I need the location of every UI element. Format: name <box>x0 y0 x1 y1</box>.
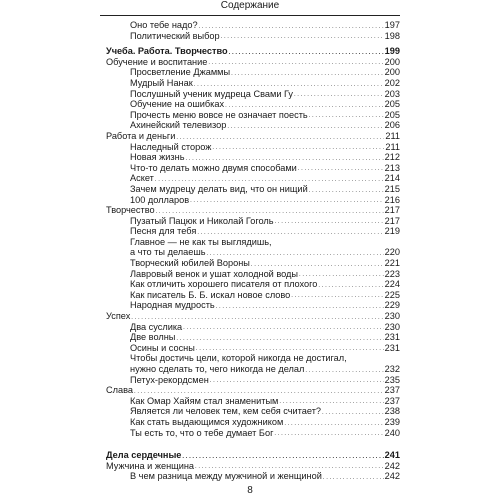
dot-leader <box>322 406 384 417</box>
toc-entry <box>100 428 400 439</box>
toc-entry-page: 230 <box>384 311 400 322</box>
toc-entry-title: В чем разница между мужчиной и женщиной <box>130 471 322 482</box>
toc-entry-page: 223 <box>384 268 400 279</box>
toc-entry <box>100 89 400 100</box>
dot-leader <box>176 332 383 343</box>
dot-leader <box>229 46 384 57</box>
toc-entry-title: Является ли человек тем, кем себя считает? <box>130 406 322 417</box>
toc-entry-title: Две волны <box>130 332 176 343</box>
toc-entry-page: 205 <box>384 109 400 120</box>
toc-entry-page: 199 <box>384 46 400 57</box>
toc-entry-page: 206 <box>384 120 400 131</box>
toc-entry-title: Что-то делать можно двумя способами <box>130 162 297 173</box>
toc-entry <box>100 163 400 174</box>
toc-entry-title: Прочесть меню вовсе не означает поесть <box>130 109 308 120</box>
toc-entry-title: Просветление Джаммы <box>130 67 231 78</box>
toc-entry <box>100 258 400 269</box>
toc-entry-title: Творчество <box>106 205 155 216</box>
toc-entry-page: 211 <box>385 130 400 141</box>
toc-entry-title: 100 долларов <box>130 194 190 205</box>
toc-entry-title: Ахинейский телевизор <box>130 120 227 131</box>
toc-entry <box>100 46 400 57</box>
toc-entry-title: нужно сделать то, чего никогда не делал <box>130 364 305 374</box>
dot-leader <box>299 269 384 280</box>
toc-entry <box>100 78 400 89</box>
toc-entry <box>100 450 400 461</box>
dot-leader <box>284 417 383 428</box>
toc-entry-title: Как стать выдающимся художником <box>130 416 284 427</box>
toc-entry-page: 224 <box>384 279 400 290</box>
toc-entry-page: 231 <box>384 342 400 353</box>
dot-leader <box>176 131 384 142</box>
toc-entry-title: Успех <box>106 311 131 322</box>
toc-entry <box>100 20 400 31</box>
toc-entry-title: Послушный ученик мудреца Свами Гу <box>130 88 293 99</box>
toc-entry-page: 216 <box>384 194 400 205</box>
toc-entry-page: 219 <box>384 226 400 237</box>
toc-entry-title: Песня для тебя <box>130 226 197 237</box>
toc-entry <box>100 461 400 472</box>
toc-entry <box>100 343 400 354</box>
dot-leader <box>279 396 383 407</box>
dot-leader <box>183 322 383 333</box>
dot-leader <box>212 142 384 153</box>
dot-leader <box>197 226 383 237</box>
toc-entry-page: 203 <box>384 88 400 99</box>
toc-entry <box>100 184 400 195</box>
toc-entry-page: 221 <box>384 258 400 269</box>
toc-entry-title: Дела сердечные <box>106 450 182 461</box>
toc-entry-title: Как писатель Б. Б. искал новое слово <box>130 289 291 300</box>
toc-entry <box>100 471 400 482</box>
dot-leader <box>216 300 384 311</box>
toc-entry-title: Пузатый Пацюк и Николай Гоголь <box>130 215 274 226</box>
toc-entry <box>100 406 400 417</box>
toc-entry-page: 212 <box>384 152 400 163</box>
toc-entry-title: Народная мудрость <box>130 300 215 311</box>
toc-entry-title: Обучение на ошибках <box>130 99 225 110</box>
toc-entry <box>100 110 400 121</box>
toc-entry <box>100 332 400 343</box>
toc-entry-title: Ты есть то, что о тебе думает Бог <box>130 427 274 438</box>
dot-leader <box>186 152 384 163</box>
dot-leader <box>206 247 383 258</box>
toc-entry-page: 241 <box>384 450 400 461</box>
toc-entry-page: 237 <box>384 385 400 396</box>
dot-leader <box>155 173 384 184</box>
toc-entry-page: 232 <box>384 364 400 374</box>
toc-entry <box>100 290 400 301</box>
toc-entry-page: 238 <box>384 406 400 417</box>
toc-entry-page: 200 <box>384 67 400 78</box>
toc-entry-title: Как Омар Хайям стал знаменитым <box>130 395 279 406</box>
toc-entry-title: Зачем мудрецу делать вид, что он нищий <box>130 183 308 194</box>
dot-leader <box>275 216 384 227</box>
toc-entry-page: 200 <box>384 56 400 67</box>
toc-entry-title: Политический выбор <box>130 30 220 41</box>
toc-spacer <box>100 438 400 450</box>
toc-entry-title: Работа и деньги <box>106 130 176 141</box>
toc-entry <box>100 120 400 131</box>
toc-entry <box>100 237 400 248</box>
toc-entry <box>100 279 400 290</box>
toc-entry <box>100 195 400 206</box>
toc-entry-page: 211 <box>385 141 400 152</box>
dot-leader <box>305 364 383 375</box>
dot-leader <box>196 343 384 354</box>
toc-entry <box>100 67 400 78</box>
dot-leader <box>274 428 383 439</box>
toc-entry <box>100 269 400 280</box>
toc-entry-page: 235 <box>384 374 400 385</box>
toc-entry <box>100 385 400 396</box>
table-of-contents <box>100 20 400 482</box>
toc-entry <box>100 417 400 428</box>
toc-entry <box>100 311 400 322</box>
toc-entry-page: 220 <box>384 247 400 258</box>
toc-entry <box>100 152 400 163</box>
toc-entry <box>100 205 400 216</box>
toc-entry-page: 225 <box>384 289 400 300</box>
toc-entry <box>100 364 400 375</box>
toc-entry-page: 213 <box>384 162 400 173</box>
toc-entry-page: 229 <box>384 300 400 311</box>
toc-entry-title: Два суслика <box>130 321 183 332</box>
toc-entry <box>100 173 400 184</box>
toc-entry-page: 202 <box>384 77 400 88</box>
dot-leader <box>298 163 384 174</box>
toc-entry-page: 197 <box>384 20 400 30</box>
toc-entry <box>100 322 400 333</box>
dot-leader <box>221 31 384 42</box>
dot-leader <box>294 89 384 100</box>
toc-entry-title: Лавровый венок и ушат холодной воды <box>130 268 299 279</box>
dot-leader <box>182 450 383 461</box>
toc-entry-title: Аскет <box>130 173 154 184</box>
toc-entry-title: Наследный сторож <box>130 141 212 152</box>
toc-entry-page: 230 <box>384 321 400 332</box>
toc-entry-page: 214 <box>384 173 400 184</box>
toc-entry-title: Оно тебе надо? <box>130 20 198 30</box>
toc-entry-page: 242 <box>384 471 400 482</box>
toc-entry-page: 237 <box>384 395 400 406</box>
dot-leader <box>309 184 384 195</box>
toc-entry-page: 239 <box>384 416 400 427</box>
toc-entry <box>100 226 400 237</box>
toc-entry-title: Слава <box>106 385 133 396</box>
toc-entry-title: Осины и сосны <box>130 342 195 353</box>
dot-leader <box>134 385 384 396</box>
toc-entry-page: 231 <box>384 332 400 343</box>
dot-leader <box>195 461 384 472</box>
toc-entry-title: Обучение и воспитание <box>106 56 208 67</box>
toc-entry <box>100 99 400 110</box>
dot-leader <box>251 258 384 269</box>
dot-leader <box>323 471 384 482</box>
toc-entry-title: Учеба. Работа. Творчество <box>106 46 228 57</box>
dot-leader <box>318 279 383 290</box>
dot-leader <box>225 99 384 110</box>
toc-entry <box>100 353 400 364</box>
running-header: Содержание <box>220 0 280 11</box>
toc-entry-title: Творческий юбилей Вороны <box>130 258 250 269</box>
dot-leader <box>194 78 384 89</box>
toc-entry <box>100 142 400 153</box>
toc-entry-page: 198 <box>384 30 400 41</box>
dot-leader <box>231 67 384 78</box>
toc-entry <box>100 300 400 311</box>
dot-leader <box>156 205 384 216</box>
toc-entry <box>100 396 400 407</box>
dot-leader <box>190 195 384 206</box>
toc-entry-page: 215 <box>384 183 400 194</box>
dot-leader <box>227 120 383 131</box>
toc-entry-page: 240 <box>384 427 400 438</box>
toc-entry-title: Петух-рекордсмен <box>130 374 209 385</box>
toc-entry <box>100 131 400 142</box>
dot-leader <box>309 110 384 121</box>
dot-leader <box>210 375 384 386</box>
toc-entry <box>100 216 400 227</box>
toc-entry-title: Мудрый Нанак <box>130 77 193 88</box>
dot-leader <box>291 290 383 301</box>
toc-entry-page: 217 <box>384 205 400 216</box>
header-rule <box>100 15 400 16</box>
toc-entry-page: 242 <box>384 460 400 471</box>
toc-entry-page: 205 <box>384 99 400 110</box>
dot-leader <box>199 20 384 31</box>
toc-entry <box>100 57 400 68</box>
toc-entry-title: а что ты делаешь <box>130 247 206 258</box>
toc-entry-title: Главное — не как ты выглядишь, <box>130 236 272 247</box>
toc-entry-page: 217 <box>384 215 400 226</box>
dot-leader <box>208 57 383 68</box>
dot-leader <box>131 311 383 322</box>
toc-entry-title: Новая жизнь <box>130 152 185 163</box>
toc-entry-title: Чтобы достичь цели, которой никогда не достигал, <box>130 353 347 364</box>
toc-entry <box>100 247 400 258</box>
toc-entry-title: Как отличить хорошего писателя от плохого <box>130 279 318 290</box>
toc-entry <box>100 375 400 386</box>
toc-entry <box>100 31 400 42</box>
toc-entry-title: Мужчина и женщина <box>106 460 195 471</box>
page-number: 8 <box>247 485 253 496</box>
